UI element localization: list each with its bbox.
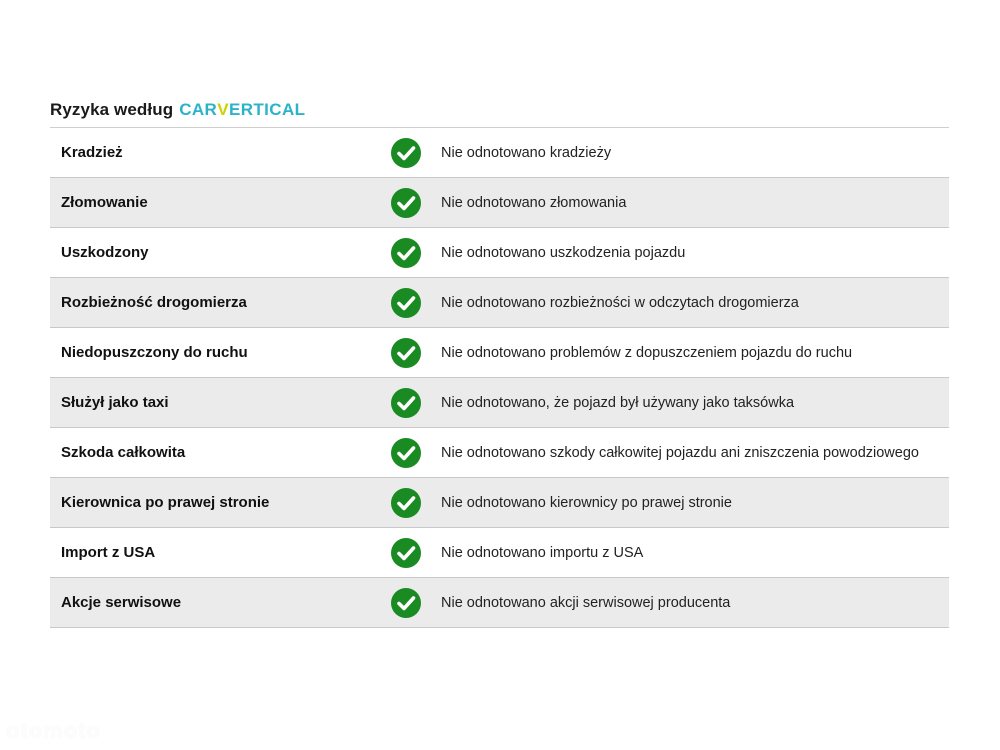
risk-status — [371, 537, 441, 569]
risk-label: Uszkodzony — [61, 244, 149, 261]
report-header — [50, 92, 949, 128]
risk-report — [50, 92, 949, 628]
risk-label: Niedopuszczony do ruchu — [61, 344, 248, 361]
risk-description: Nie odnotowano problemów z dopuszczeniem pojazdu do ruchu — [441, 344, 853, 361]
check-circle-icon — [390, 437, 422, 469]
check-circle-icon — [390, 137, 422, 169]
table-row — [50, 378, 949, 428]
check-circle-icon — [390, 337, 422, 369]
risk-status — [371, 337, 441, 369]
check-circle-icon — [390, 237, 422, 269]
risk-description: Nie odnotowano uszkodzenia pojazdu — [441, 244, 686, 261]
table-row — [50, 578, 949, 628]
risk-status — [371, 487, 441, 519]
risk-status — [371, 387, 441, 419]
risk-status — [371, 187, 441, 219]
check-circle-icon — [390, 387, 422, 419]
table-row — [50, 478, 949, 528]
risk-status — [371, 437, 441, 469]
risk-description: Nie odnotowano kradzieży — [441, 144, 612, 161]
risk-label: Rozbieżność drogomierza — [61, 294, 247, 311]
table-row — [50, 328, 949, 378]
table-row — [50, 178, 949, 228]
risk-label: Kierownica po prawej stronie — [61, 494, 270, 511]
risk-label: Akcje serwisowe — [61, 594, 182, 611]
report-title: Ryzyka według — [50, 99, 174, 119]
logo-part-v: V — [217, 99, 229, 119]
risk-description: Nie odnotowano, że pojazd był używany jako taksówka — [441, 394, 795, 411]
check-circle-icon — [390, 287, 422, 319]
logo-part-ertical: ERTICAL — [228, 99, 306, 119]
risk-status — [371, 237, 441, 269]
logo-part-car: CAR — [179, 99, 218, 119]
check-circle-icon — [390, 587, 422, 619]
risk-status — [371, 137, 441, 169]
check-circle-icon — [390, 487, 422, 519]
risk-label: Szkoda całkowita — [61, 444, 186, 461]
risk-description: Nie odnotowano złomowania — [441, 194, 627, 211]
table-row — [50, 128, 949, 178]
check-circle-icon — [390, 187, 422, 219]
table-row — [50, 428, 949, 478]
risk-label: Służył jako taxi — [61, 394, 169, 411]
risk-description: Nie odnotowano importu z USA — [441, 544, 644, 561]
risk-status — [371, 287, 441, 319]
risk-description: Nie odnotowano kierownicy po prawej stronie — [441, 494, 732, 511]
risk-description: Nie odnotowano szkody całkowitej pojazdu ani zniszczenia powodziowego — [441, 444, 919, 461]
risk-table — [50, 128, 949, 628]
risk-description: Nie odnotowano akcji serwisowej producenta — [441, 594, 731, 611]
risk-label: Import z USA — [61, 544, 156, 561]
risk-label: Kradzież — [61, 144, 123, 161]
watermark: otomoto — [6, 718, 101, 743]
risk-status — [371, 587, 441, 619]
table-row — [50, 528, 949, 578]
risk-description: Nie odnotowano rozbieżności w odczytach drogomierza — [441, 294, 799, 311]
risk-label: Złomowanie — [61, 194, 148, 211]
table-row — [50, 278, 949, 328]
check-circle-icon — [390, 537, 422, 569]
carvertical-logo — [179, 100, 305, 120]
table-row — [50, 228, 949, 278]
